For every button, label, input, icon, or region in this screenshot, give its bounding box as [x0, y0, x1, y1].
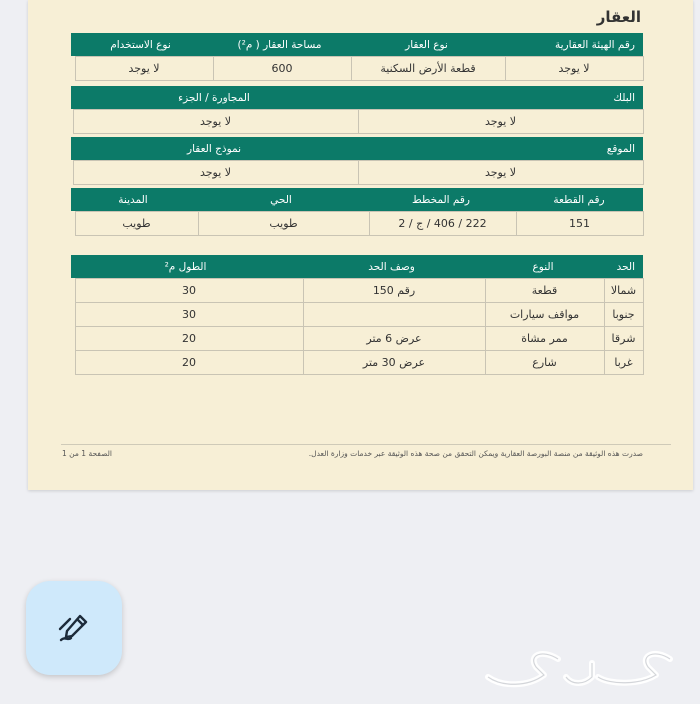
- header-cell: الموقع: [357, 137, 643, 160]
- page-number: الصفحة 1 من 1: [62, 449, 112, 458]
- table-cell: لا يوجد: [505, 56, 644, 81]
- edit-pen-icon: [56, 610, 92, 646]
- header-cell: نوع الاستخدام: [71, 33, 210, 56]
- property-table: [71, 33, 643, 80]
- table-cell: قطعة: [485, 278, 605, 303]
- table-cell: 222 / 406 / ج / 2: [369, 211, 517, 236]
- table-cell: شرقا: [604, 326, 644, 351]
- table-cell: طويب: [75, 211, 199, 236]
- table-cell: عرض 30 متر: [303, 350, 486, 375]
- header-cell: الحي: [195, 188, 367, 211]
- document-page: [28, 0, 693, 490]
- table-cell: 600: [213, 56, 352, 81]
- table-cell: [303, 302, 486, 327]
- boundaries-table: [71, 255, 643, 374]
- header-cell: مساحة العقار ( م²): [210, 33, 349, 56]
- header-cell: نوع العقار: [349, 33, 504, 56]
- header-cell: المجاورة / الجزء: [71, 86, 357, 109]
- table-cell: عرض 6 متر: [303, 326, 486, 351]
- table-cell: طويب: [198, 211, 370, 236]
- table-cell: مواقف سيارات: [485, 302, 605, 327]
- table-cell: لا يوجد: [358, 160, 644, 185]
- table-cell: لا يوجد: [358, 109, 644, 134]
- header-cell: الطول م²: [71, 255, 300, 278]
- table-cell: رقم 150: [303, 278, 486, 303]
- table-cell: 30: [75, 302, 304, 327]
- footer-divider: [61, 444, 671, 445]
- header-cell: نموذج العقار: [71, 137, 357, 160]
- edit-button[interactable]: [26, 581, 122, 675]
- table-cell: لا يوجد: [73, 109, 359, 134]
- table-cell: شمالا: [604, 278, 644, 303]
- table-cell: 30: [75, 278, 304, 303]
- header-cell: رقم القطعة: [515, 188, 643, 211]
- table-cell: 20: [75, 326, 304, 351]
- table-cell: قطعة الأرض السكنية: [351, 56, 506, 81]
- location-table: [71, 137, 643, 184]
- header-cell: المدينة: [71, 188, 195, 211]
- haraj-logo: [480, 641, 680, 696]
- header-cell: النوع: [483, 255, 603, 278]
- header-cell: رقم الهيئة العقارية: [504, 33, 643, 56]
- table-cell: لا يوجد: [73, 160, 359, 185]
- header-cell: الحد: [603, 255, 643, 278]
- block-table: [71, 86, 643, 133]
- table-cell: جنوبا: [604, 302, 644, 327]
- table-cell: 20: [75, 350, 304, 375]
- table-cell: ممر مشاة: [485, 326, 605, 351]
- table-cell: شارع: [485, 350, 605, 375]
- table-cell: لا يوجد: [75, 56, 214, 81]
- document-title: العقار: [596, 8, 641, 26]
- header-cell: وصف الحد: [300, 255, 483, 278]
- table-cell: غربا: [604, 350, 644, 375]
- plan-table: [71, 188, 643, 235]
- table-cell: 151: [516, 211, 644, 236]
- footer-note: صدرت هذه الوثيقة من منصة البورصة العقارية ويمكن التحقق من صحة هذه الوثيقة عبر خدمات وزارة العدل.: [308, 449, 643, 458]
- header-cell: البلك: [357, 86, 643, 109]
- header-cell: رقم المخطط: [367, 188, 515, 211]
